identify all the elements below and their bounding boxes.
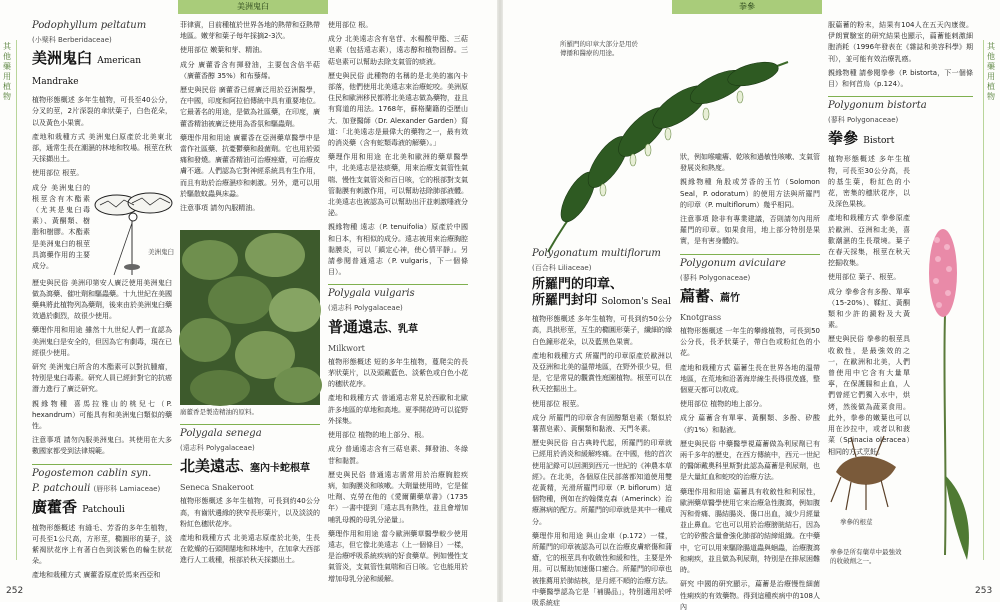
paragraph: 植物形態概述 多年生植物，可長至30公分高，長的基生葉，粉紅色的小花，密集的穗狀花序，以及深色果核。 bbox=[828, 155, 910, 209]
entry-title: 北美遠志、塞內卡蛇根草 bbox=[180, 457, 311, 476]
paragraph: 藥理作用和用途 在北美和歐洲的藥草醫學中，北美遠志是祛痰藥，用來治療支氣管性氣喘、慢性支氣管炎和百日咳，它的根部對支氣管黏膜有刺激作用，可以幫助祛除肺部液體。北美遠志也被認為可以幫助出汗並刺激唾液分泌。 bbox=[328, 153, 468, 218]
paragraph: 使用部位 嫩葉和芽、精油。 bbox=[180, 46, 267, 55]
family-name: (遠志科 Polygalaceae) bbox=[180, 444, 255, 452]
paragraph: 產地和栽種方式 所羅門的印章原產於歐洲以及亞洲和北美的溫帶地區，在野外很少見，但是，它是常見的觀賞性庭園植物。根莖可以在秋天挖掘出土。 bbox=[532, 351, 672, 394]
entry-title: 美洲鬼臼 American Mandrake bbox=[32, 49, 141, 88]
entry-title: 普通遠志、乳草 bbox=[328, 317, 419, 336]
family-name: (小檗科 Berberidaceae) bbox=[32, 36, 112, 44]
paragraph: 使用部位 葉子、根莖。 bbox=[828, 273, 901, 282]
entry-divider bbox=[32, 464, 172, 582]
paragraph: 成分 廣藿香含有揮發油，主要包含倍半萜（廣藿香醇 35%）和布藜烯。 bbox=[180, 60, 320, 80]
page-number-left: 252 bbox=[6, 586, 24, 596]
paragraph: 親緣物種 喜馬拉雅山的桃兒七（P. hexandrum）可能具有和美洲鬼臼類似的藥性。 bbox=[32, 399, 172, 431]
paragraph: 服萹蓄的粉末，結果有104人在五天內康復。伊朗實驗室的研究結果也顯示，萹蓄能刺激細胞消耗（1996年發表在《雜誌和美容科學》期刊），並可能有效治療乳癌。 bbox=[828, 21, 973, 63]
paragraph: 歷史與民俗 美洲印第安人廣泛使用美洲鬼臼做為瀉藥、催吐劑和驅蟲藥。十九世紀在美國藥典將此植物列為藥劑，後來由於美洲鬼臼藥效過於劇烈，故很少使用。 bbox=[32, 278, 172, 321]
drawing-caption: 美洲鬼臼 bbox=[148, 248, 174, 256]
scientific-name: Polygala vulgaris bbox=[328, 288, 415, 300]
paragraph: 植物形態概述 一年生的攀緣植物，可長到50公分長，長矛狀葉子，帶白色或粉紅色的小花。 bbox=[680, 327, 820, 358]
entry-title: 廣藿香 Patchouli bbox=[32, 497, 125, 516]
patchouli-photo bbox=[180, 230, 320, 405]
paragraph: 使用部位 根。 bbox=[328, 21, 373, 29]
paragraph: 研究 美洲鬼臼所含的木酯素可以對抗腫瘤，特別是鬼臼毒素。研究人員已經針對它的抗癌潛力進行了廣泛研究。 bbox=[32, 363, 172, 394]
scientific-name: Polygonatum multiflorum bbox=[532, 248, 661, 259]
paragraph: 產地和栽種方式 拳參原產於歐洲、亞洲和北美，喜歡潮濕的生長環境。葉子在春天採集，根莖在秋天挖掘收集。 bbox=[828, 214, 910, 268]
bottom-caption: 拳參是所有藥草中最強效的收斂劑之一。 bbox=[830, 548, 902, 565]
paragraph: 藥理作用和用途 廣藿香在亞洲藥草醫學中是當作社區藥、抗憂鬱藥和殺菌劑。它也用於頭痛和發燒。廣藿香精油可治療痤瘡，可治療皮膚不適。人們認為它對神經系統具有生作用，而且有助於治療濕疹和刺激。另外，還可以用於驅散蚊蟲與床蝨。 bbox=[180, 133, 320, 198]
column-2-lower bbox=[180, 418, 320, 578]
paragraph: 植物形態概述 多年生植物，可長到約40公分高，有齒狀邊緣的狹窄長形葉片，以及淡淡的粉紅色穗狀花序。 bbox=[180, 497, 320, 528]
paragraph: 成分 拳參含有多酚、單寧（15-20%）、鞣紅、黃酮類和少許的澱粉及大黃素。 bbox=[828, 287, 910, 330]
paragraph: 植物形態概述 多年生植物，可長至40公分，分叉的莖，2片深裂的傘狀葉子，白色花朵，以及黃色小果實。 bbox=[32, 96, 172, 127]
paragraph: 成分 北美遠志含有皂苷、水楊酸甲酯、三萜皂素（包括遠志素），遠志醇和植物固醇。三萜皂素可以幫助去除支氣管的痰液。 bbox=[328, 35, 468, 66]
paragraph: 歷史與民俗 中藥醫學視萹蓄做為利尿劑已有兩千多年的歷史，在西方傳統中，西元一世紀的醫師戴奧科里斯對此認為萹蓄是利尿劑，也是大量紅血和蛇咬的治療方法。 bbox=[680, 439, 820, 482]
side-rule-left bbox=[16, 40, 17, 560]
paragraph: 藥理作用和用途 與山金車（p.172）一樣，所羅門的印章被認為可以在治療皮膚瘀傷和蒲瘡，它的根莖具有收斂性和緩和性，主要是外用。可以幫助加速傷口癒合。所羅門的印章也被推薦用於肺結核，是月經不順的治療方法。中藥醫學認為它是「補腸品」，特別適用於呼吸系統症 bbox=[532, 531, 672, 608]
scientific-name: Pogostemon cablin syn. bbox=[32, 467, 152, 479]
scientific-name: Podophyllum peltatum bbox=[32, 20, 147, 31]
paragraph: 親緣物種 遠志（P. tenuifolia）原產於中國和日本，有相似的成分。遠志被用來治療胸腔黏膜炎，可以「鎮定心神，使心情平靜」。另請參閱普通遠志（P. vulgaris，下一個條目）。 bbox=[328, 223, 468, 277]
scientific-name: Polygala senega bbox=[180, 428, 262, 439]
paragraph: 菲律賓，目前種植於世界各地的熱帶和亞熱帶地區。嫩芽和葉子每年採摘2-3次。 bbox=[180, 21, 320, 41]
mandrake-drawing bbox=[92, 183, 174, 278]
paragraph: 歷史與民俗 拳參的根莖具收斂性，是最強效的之一，在歐洲和北美，人們曾使用中它含有大量單寧，在保護腸和止血，人們曾經它們獨入水中，烘烤，然後做為蔬菜食用。此外，拳參的嫩葉也可以用在沙拉中，或者以和菠菜（Spinacia oleracea）相同的方式烹飪。 bbox=[828, 335, 910, 456]
paragraph: 使用部位 植物的地上部分、根。 bbox=[328, 431, 429, 440]
paragraph: 產地和栽種方式 普通遠志常見於西歐和北歐許多地區的草地和高地。夏季開花時可以從野外採集。 bbox=[328, 394, 468, 425]
header-tab-right: 拳參 bbox=[672, 0, 822, 14]
header-tab-left: 美洲鬼臼 bbox=[178, 0, 328, 14]
side-label-left: 其他藥用植物 bbox=[3, 42, 11, 101]
paragraph: 注意事項 除非有專業建議，否則請勿內用所羅門的印章。如果食用，地上部分特別是果實，是有害身體的。 bbox=[680, 215, 820, 246]
side-rule-right bbox=[983, 40, 984, 560]
entry-title: 萹蓄、萹竹 bbox=[680, 286, 741, 305]
paragraph: 歷史與民俗 普通遠志需常用於治療胸腔疾病，如胸膜炎和咳嗽。大劑量使用時，它是催吐劑、克勞在他的《愛爾蘭藥草書》（1735年）一書中提到「遠志具有熱性，並且會增加哺乳母親的母乳分泌量」。 bbox=[328, 470, 468, 524]
side-label-right: 其他藥用植物 bbox=[987, 42, 995, 101]
entry-divider bbox=[180, 424, 320, 567]
entry-title: 所羅門的印章、 所羅門封印 Solomon's Seal bbox=[532, 277, 671, 309]
paragraph: 產地和栽種方式 萹蓄生長在世界各地的溫帶地區，在荒地和沿著海岸線生長得很茂盛，整個夏天都可以收成。 bbox=[680, 363, 820, 395]
paragraph: 成分 萹蓄含有單寧、黃酮類、多酚、矽酸（約1%）和黏液。 bbox=[680, 414, 820, 434]
family-name: (遠志科 Polygalaceae) bbox=[328, 304, 403, 313]
root-caption: 拳參的根莖 bbox=[840, 518, 873, 526]
family-name: (蓼科 Polygonaceae) bbox=[680, 273, 751, 282]
page-number-right: 253 bbox=[975, 586, 993, 596]
paragraph: 親緣物種 請參閱拳參（P. bistorta，下一個條目）和何首烏（p.124）。 bbox=[828, 68, 973, 89]
paragraph: 植物形態概述 短的多年生植物，蔓爬尖的長茅狀葉片，以及頭戴藍色、淡紫色或白色小花的穗狀花序。 bbox=[328, 357, 468, 389]
column-4 bbox=[532, 248, 672, 608]
scientific-name: P. patchouli (唇形科 Lamiaceae) bbox=[32, 482, 161, 494]
paragraph: 注意事項 請勿內服精油。 bbox=[180, 204, 260, 213]
entry-divider bbox=[680, 254, 820, 613]
scientific-name: Polygonum aviculare bbox=[680, 257, 786, 269]
bistort-root-drawing bbox=[826, 432, 906, 512]
scientific-name: Polygonum bistorta bbox=[828, 100, 927, 112]
drawing-caption: 所羅門的印章大部分是用於傳播和醫療的用途。 bbox=[560, 40, 638, 57]
paragraph: 歷史與民俗 此種物的名稱的是北美的塞內卡部落，他們使用北美遠志來治療蛇咬。美洲原住民和歐洲移民都將北美遠志做為藥物，並且有寫道的用法。1768年，蘇格蘭籍的亞歷山大．加登醫師（Dr. Alexander Garden）寫道：「北美遠志是最偉大的藥物之一，最有效的消炎藥（含有蛇類毒液的解藥）。」 bbox=[328, 71, 468, 148]
paragraph: 歷史與民俗 自古典時代起，所羅門的印章就已經用於消炎和緩解疼痛。在中國，他的首次使用記錄可以回溯到西元一世紀的《神農本草經》。在北美，各個原住民部落都知道使用雙花黃精，光滑所羅門印章（P. biflorum）這個物種，例如在約翰傑克森（Amerinck）治療淋病的配方。所羅門的印章就是其中一種成分。 bbox=[532, 439, 672, 526]
paragraph: 狀，例如喉嚨癢、乾咳和過敏性咳嗽、支氣管發展炎和熱度。 bbox=[680, 153, 820, 173]
paragraph: 成分 普通遠志含有三萜皂素、揮發油、冬綠苷和黏質。 bbox=[328, 445, 468, 465]
paragraph: 藥理作用和用途 萹蓄具有收斂性和利尿性，歐洲藥草醫學使用它來治療急性腹瀉，例如腹泻和骨痛、腸結腸炎、傷口出血，減少月經量並止鼻血。它也可以用於治療膀胱結石，因為它的矽酸含量會強化肺部的結締組織。在中藥中，它可以用來驅除腸道蟲與蛔蟲，治療腹瀉和痢疾，並且做為利尿劑，特別是在排尿困難時。 bbox=[680, 487, 820, 575]
paragraph: 使用部位 根莖。 bbox=[532, 399, 584, 408]
english-name: Milkwort bbox=[328, 343, 365, 353]
paragraph: 注意事項 請勿內服美洲鬼臼。其使用在大多數國家都受到法律規範。 bbox=[32, 436, 172, 456]
paragraph: 植物形態概述 有縫毛、芳香的多年生植物，可長至1公尺高，方形莖，橢圓形的葉子，淡紫褐狀花序上有著白色到淡紫色的輪生狀花朵。 bbox=[32, 523, 172, 566]
family-name: (百合科 Liliaceae) bbox=[532, 264, 592, 272]
paragraph: 產地和栽種方式 廣藿香原產於馬來西亞和 bbox=[32, 571, 161, 580]
column-5 bbox=[680, 152, 820, 611]
paragraph: 植物形態概述 多年生植物，可長到約50公分高，具拱形莖，互生的橢圓形葉子，纖細的綠白色鐘形花朵，以及藍黑色果實。 bbox=[532, 315, 672, 346]
entry-title: 拳參 Bistort bbox=[828, 129, 895, 148]
paragraph: 產地和栽種方式 美洲鬼臼原產於北美東北部，通常生長在潮濕的林地和牧場。根莖在秋天採擷出土。 bbox=[32, 132, 172, 164]
english-name: Seneca Snakeroot bbox=[180, 483, 254, 493]
bistort-drawing bbox=[905, 225, 980, 580]
english-name: Knotgrass bbox=[680, 312, 722, 322]
narrow-text bbox=[828, 154, 910, 457]
paragraph: 藥理作用和用途 雖然十九世紀人們一直認為美洲鬼臼是安全的，但因為它有劇毒，現在已經很少使用。 bbox=[32, 326, 172, 357]
paragraph: 產地和栽種方式 北美遠志原產於北美，生長在乾燥的石頭開闊地和林地中，在加拿大西部進行人工栽種，根部於秋天採擷出土。 bbox=[180, 534, 320, 565]
family-name: (蓼科 Polygonaceae) bbox=[828, 116, 899, 125]
column-1 bbox=[32, 20, 172, 590]
book-gutter bbox=[497, 0, 503, 602]
paragraph: 使用部位 根莖。 bbox=[32, 169, 84, 178]
paragraph: 研究 中國的研究顯示，萹蓄是治療慢性細菌性痢疾的有效藥物。得到這種疾病中的108人內 bbox=[680, 580, 820, 611]
paragraph: 親緣物種 角股或芳香的玉竹（Solomon Seal，P. odoratum）的使用方法與所羅門的印章（P. multiflorum）幾乎相同。 bbox=[680, 178, 820, 209]
text-with-drawing bbox=[32, 183, 172, 278]
column-3 bbox=[328, 20, 468, 590]
photo-caption: 廣藿香是製造精油的原料。 bbox=[180, 408, 258, 416]
entry-divider bbox=[328, 284, 468, 584]
paragraph: 使用部位 植物的地上部分。 bbox=[680, 400, 767, 409]
paragraph: 歷史與民俗 廣藿香已經廣泛用於亞洲醫學，在中國，印度和阿拉伯傳統中具有重要地位。它最著名的用途，是做為社區藥，在印度，廣藿香精油被廣泛使用為香氛和驅蟲劑。 bbox=[180, 86, 320, 128]
paragraph: 成分 所羅門的印章含有固醇類皂素（類似於薯蕷皂素）、黃酮類和黏液、天門冬素。 bbox=[532, 413, 672, 434]
paragraph: 成分 美洲鬼臼的根莖含有木酯素（尤其是鬼臼毒素）、黃酮類、樹脂和樹膠。木酯素是美洲鬼臼的根莖具瀉藥作用的主要成分。 bbox=[32, 183, 90, 271]
paragraph: 藥理作用和用途 當今歐洲藥草醫學較少使用遠志，但它像北美遠志（上一個條目）一樣，是治療呼吸系統疾病的好食藥草。例如慢性支氣管炎，支氣管性氣喘和百日咳。它也能用於增加母乳分泌和緩解。 bbox=[328, 529, 468, 583]
